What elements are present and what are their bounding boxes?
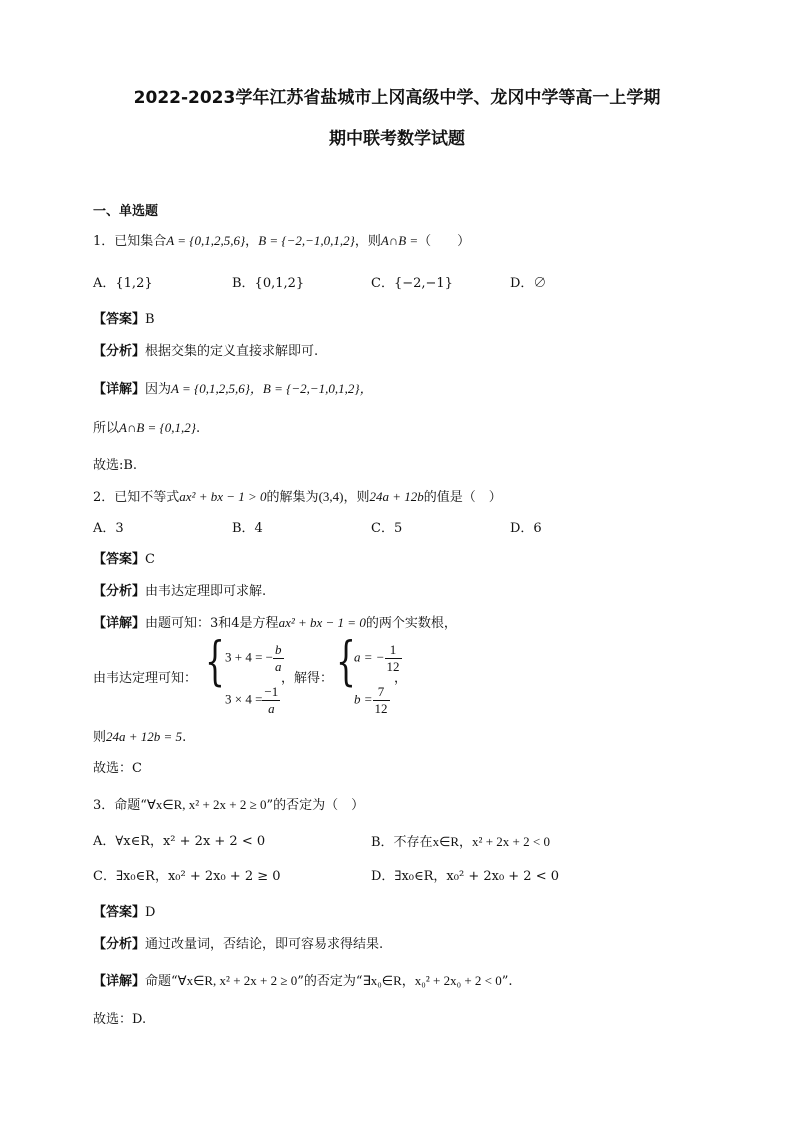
q3-answer: 【答案】D — [93, 905, 156, 920]
section-heading: 一、单选题 — [93, 204, 159, 219]
q2-solve-label: ，解得： — [281, 671, 334, 686]
q2-option-b: B．4 — [232, 521, 263, 536]
q2-sol-end: ， — [394, 671, 408, 686]
q3-option-c: C．∃x₀∈R，x₀² + 2x₀ + 2 ≥ 0 — [93, 869, 281, 884]
q1-conclusion: 故选:B. — [93, 458, 138, 473]
q3-option-a: A．∀x∈R，x² + 2x + 2 < 0 — [93, 834, 266, 849]
q2-sol-b: b = $\frac{7}{12}$ — [354, 684, 388, 716]
q1-option-c: C．{−2,−1} — [371, 276, 453, 291]
q2-option-a: A．3 — [93, 521, 124, 536]
q3-analysis: 【分析】通过改量词，否结论，即可容易求得结果. — [93, 937, 384, 952]
left-brace-icon: { — [336, 632, 356, 692]
left-brace-icon: { — [205, 632, 225, 692]
q2-conclusion: 故选：C — [93, 761, 142, 776]
q2-option-d: D．6 — [510, 521, 542, 536]
q3-option-d: D．∃x₀∈R，x₀² + 2x₀ + 2 < 0 — [371, 869, 560, 884]
q2-detail: 【详解】由题可知：3和4是方程ax² + bx − 1 = 0的两个实数根， — [93, 615, 457, 631]
q3-conclusion: 故选：D. — [93, 1012, 147, 1027]
q1-analysis: 【分析】根据交集的定义直接求解即可. — [93, 344, 319, 359]
q2-stem: 2．已知不等式ax² + bx − 1 > 0的解集为(3,4)，则24a + 12b的值是（ ） — [93, 489, 502, 505]
q2-analysis: 【分析】由韦达定理即可求解. — [93, 584, 267, 599]
q1-option-b: B．{0,1,2} — [232, 276, 305, 291]
doc-title-line1: 2022-2023学年江苏省盐城市上冈高级中学、龙冈中学等高一上学期 — [133, 88, 661, 108]
doc-title-line2: 期中联考数学试题 — [329, 129, 465, 149]
q2-vieta-label: 由韦达定理可知： — [93, 671, 198, 686]
q3-option-b: B．不存在x∈R，x² + 2x + 2 < 0 — [371, 834, 550, 850]
q1-detail-2: 所以A∩B = {0,1,2}. — [93, 420, 201, 436]
q1-detail: 【详解】因为A = {0,1,2,5,6}，B = {−2,−1,0,1,2}， — [93, 381, 373, 397]
q1-answer: 【答案】B — [93, 312, 155, 327]
q2-eq1: 3 + 4 = − $\frac{b}{a}$ — [225, 642, 282, 674]
q2-sol-a: a = − $\frac{1}{12}$ — [354, 642, 400, 674]
q2-answer: 【答案】C — [93, 552, 155, 567]
q1-stem: 1．已知集合A = {0,1,2,5,6}，B = {−2,−1,0,1,2}，则A∩B =（ ） — [93, 233, 471, 249]
q2-option-c: C．5 — [371, 521, 403, 536]
q1-option-a: A．{1,2} — [93, 276, 153, 291]
q1-option-d: D．∅ — [510, 276, 547, 291]
q3-stem: 3．命题“∀x∈R, x² + 2x + 2 ≥ 0”的否定为（ ） — [93, 797, 365, 813]
q3-detail: 【详解】命题“∀x∈R, x² + 2x + 2 ≥ 0”的否定为“∃x₀∈R，x₀² + 2x₀ + 2 < 0”. — [93, 973, 513, 989]
q2-eq2: 3 × 4 = $\frac{-1}{a}$ — [225, 684, 279, 716]
q2-result: 则24a + 12b = 5. — [93, 729, 187, 745]
